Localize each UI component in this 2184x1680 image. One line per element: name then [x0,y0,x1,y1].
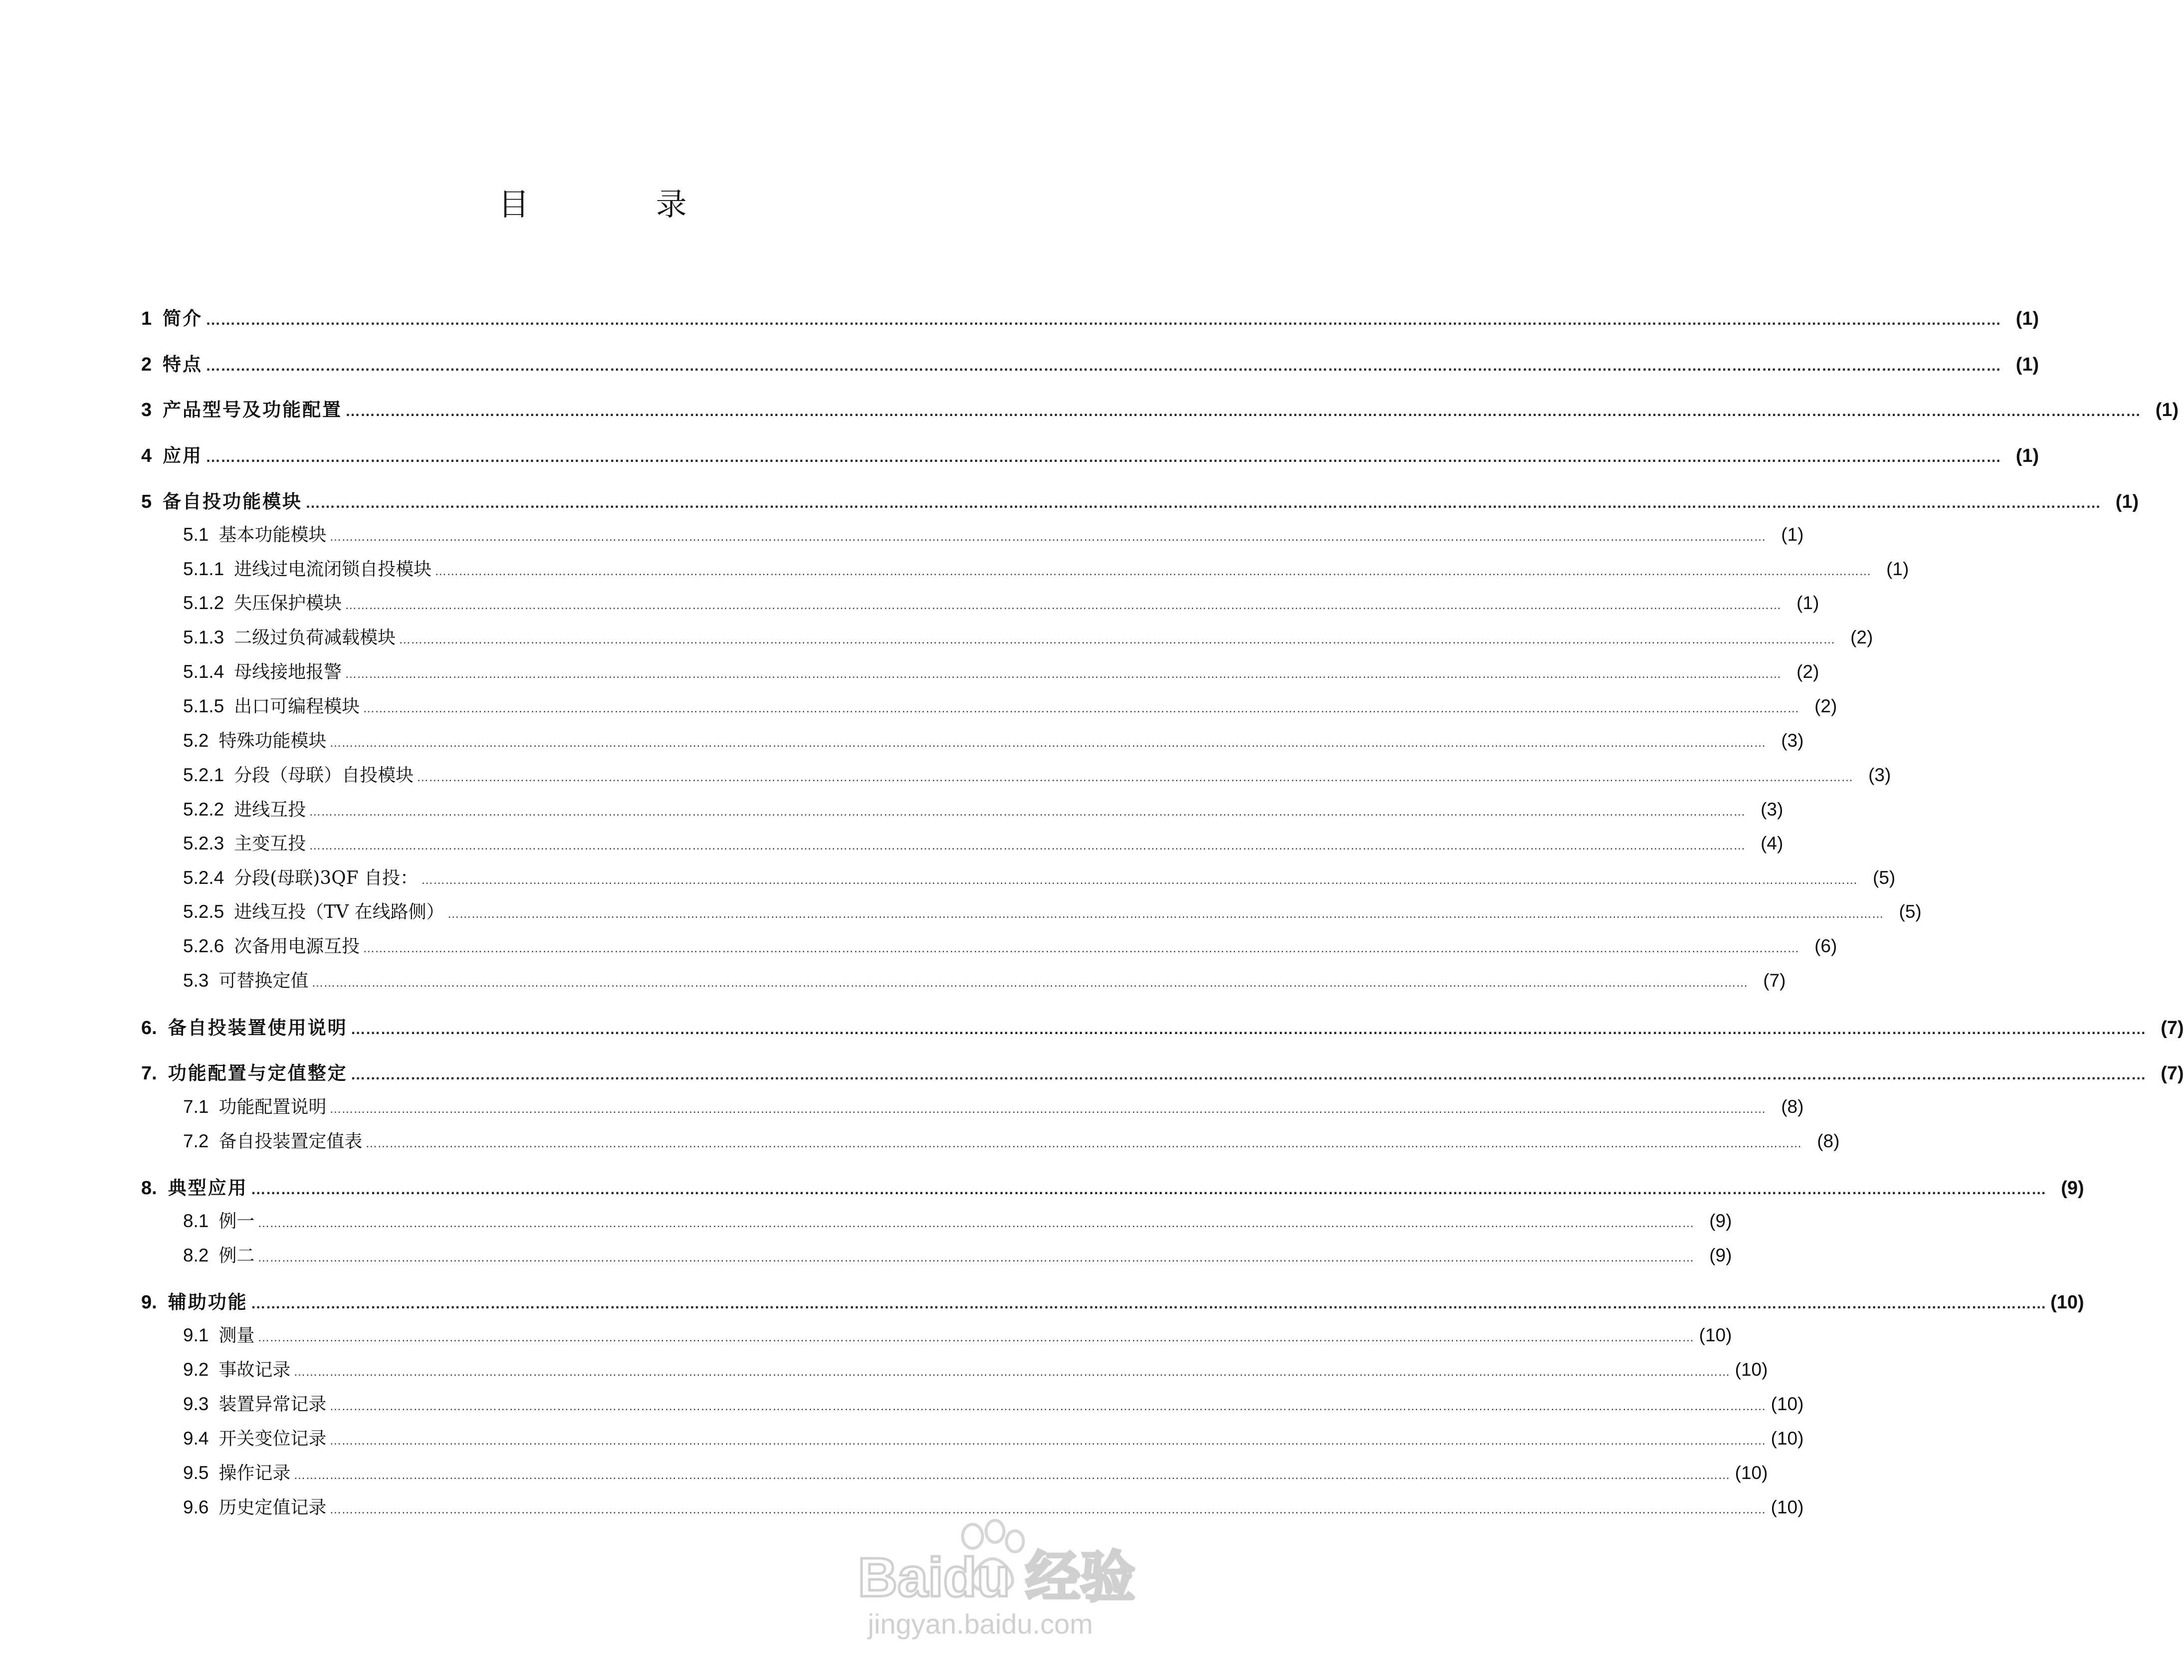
entry-number: 5.2.4 [183,867,224,888]
entry-title: 次备用电源互投 [234,936,360,957]
dot-leader: ……………………………………………………………………………………………………………………………………………………………………………………………………………………………………………………………………………………………………………………………… [205,449,2001,465]
entry-title: 备自投功能模块 [163,491,303,512]
entry-title: 特点 [163,354,203,375]
entry-page-number: (6) [1814,936,1837,956]
toc-chapter-entry[interactable] [141,1058,2184,1085]
entry-number: 5.2.2 [183,799,224,820]
entry-title: 出口可编程模块 [234,696,360,717]
entry-number: 9.6 [183,1497,209,1517]
dot-leader: ……………………………………………………………………………………………………………………………………………………………………………………………………………………………………………………………………………………………………………………………… [447,907,1884,921]
entry-title: 分段（母联）自投模块 [234,765,414,786]
entry-title: 进线互投（TV 在线路侧） [234,902,444,922]
entry-page-number: (10) [1699,1325,1732,1345]
entry-number: 5 [141,491,152,512]
entry-page-number: (4) [1761,833,1784,853]
entry-number: 5.1.4 [183,661,224,682]
entry-title: 应用 [163,445,203,466]
entry-number: 4 [141,445,152,466]
dot-leader: ……………………………………………………………………………………………………………………………………………………………………………………………………………………………………………………………………………………………………………………………… [421,873,1858,887]
baidu-paw-logo-icon [848,1516,1136,1641]
title-char-1: 目 [498,186,531,222]
toc-section-entry[interactable] [183,624,1873,649]
toc-section-entry[interactable] [183,555,1909,581]
toc-section-entry[interactable] [183,830,1784,855]
watermark-brand: Baidu 经验 [858,1547,1136,1608]
entry-title: 分段(母联)3QF 自投： [234,868,418,888]
entry-page-number: (8) [1817,1131,1840,1151]
entry-page-number: (2) [1796,661,1819,682]
entry-page-number: (9) [1709,1245,1732,1265]
entry-number: 5.2.6 [183,936,224,956]
entry-title: 特殊功能模块 [218,731,327,751]
toc-chapter-entry[interactable] [141,1173,2084,1200]
entry-page-number: (7) [1763,970,1786,991]
entry-page-number: (1) [2015,308,2039,329]
watermark-url: jingyan.baidu.com [868,1608,1093,1640]
entry-page-number: (1) [1796,593,1819,613]
entry-title: 测量 [218,1325,255,1346]
toc-section-entry[interactable] [183,761,1891,787]
entry-title: 母线接地报警 [234,662,342,682]
toc-section-entry[interactable] [183,1356,1768,1381]
entry-title: 进线互投 [234,800,306,820]
dot-leader: ……………………………………………………………………………………………………………………………………………………………………………………………………………………………………………………………………………………………………………………………… [434,565,1871,578]
entry-title: 典型应用 [168,1177,248,1199]
toc-section-entry[interactable] [183,864,1896,889]
baidu-jingyan-watermark [848,1516,1136,1641]
entry-page-number: (1) [2155,400,2179,420]
toc-section-entry[interactable] [183,932,1837,958]
dot-leader: ……………………………………………………………………………………………………………………………………………………………………………………………………………………………………………………………………………………………………………………………… [329,1434,1766,1448]
entry-page-number: (7) [2161,1063,2184,1084]
dot-leader: ……………………………………………………………………………………………………………………………………………………………………………………………………………………………………………………………………………………………………………………………… [309,839,1746,852]
entry-number: 8.2 [183,1245,209,1265]
entry-number: 5.1.1 [183,559,224,579]
entry-title: 开关变位记录 [218,1429,327,1449]
toc-section-entry[interactable] [183,1425,1804,1450]
toc-chapter-entry[interactable] [141,486,2139,513]
entry-number: 1 [141,308,152,329]
entry-number: 5.1 [183,524,209,545]
dot-leader: ……………………………………………………………………………………………………………………………………………………………………………………………………………………………………………………………………………………………………………………………… [309,805,1746,819]
entry-number: 7.1 [183,1096,209,1117]
dot-leader: ……………………………………………………………………………………………………………………………………………………………………………………………………………………………………………………………………………………………………………………………… [293,1365,1730,1379]
dot-leader: ……………………………………………………………………………………………………………………………………………………………………………………………………………………………………………………………………………………………………………………………… [329,1102,1766,1116]
entry-page-number: (2) [1814,696,1837,716]
entry-number: 5.2.5 [183,901,224,922]
toc-chapter-entry[interactable] [141,349,2039,376]
entry-page-number: (10) [1735,1463,1768,1483]
entry-title: 例二 [218,1246,255,1266]
entry-page-number: (5) [1873,867,1896,888]
toc-section-entry[interactable] [183,727,1804,752]
dot-leader: ……………………………………………………………………………………………………………………………………………………………………………………………………………………………………………………………………………………………………………………………… [329,1400,1766,1413]
entry-page-number: (8) [1781,1096,1804,1117]
entry-page-number: (10) [1771,1394,1804,1414]
entry-number: 8.1 [183,1211,209,1231]
entry-page-number: (10) [2050,1292,2084,1313]
entry-page-number: (1) [2015,354,2039,375]
toc-section-entry[interactable] [183,692,1837,718]
entry-number: 9.2 [183,1359,209,1380]
toc-section-entry[interactable] [183,1321,1732,1347]
dot-leader: ……………………………………………………………………………………………………………………………………………………………………………………………………………………………………………………………………………………………………………………………… [311,976,1748,990]
entry-title: 主变互投 [234,834,306,854]
toc-chapter-entry[interactable] [141,303,2039,330]
entry-number: 7.2 [183,1131,209,1151]
entry-page-number: (3) [1761,799,1784,820]
dot-leader: ……………………………………………………………………………………………………………………………………………………………………………………………………………………………………………………………………………………………………………………………… [350,1066,2146,1083]
entry-number: 5.1.3 [183,627,224,647]
toc-section-entry[interactable] [183,521,1804,546]
dot-leader: ……………………………………………………………………………………………………………………………………………………………………………………………………………………………………………………………………………………………………………………………… [345,667,1782,681]
toc-section-entry[interactable] [183,1093,1804,1118]
dot-leader: ……………………………………………………………………………………………………………………………………………………………………………………………………………………………………………………………………………………………………………………………… [345,403,2141,420]
entry-number: 6. [141,1018,157,1039]
entry-number: 2 [141,354,152,375]
toc-section-entry[interactable] [183,898,1922,923]
dot-leader: ……………………………………………………………………………………………………………………………………………………………………………………………………………………………………………………………………………………………………………………………… [363,942,1799,955]
entry-number: 5.2.1 [183,765,224,785]
toc-section-entry[interactable] [183,1207,1732,1233]
toc-section-entry[interactable] [183,1127,1840,1153]
toc-chapter-entry[interactable] [141,440,2039,467]
dot-leader: ……………………………………………………………………………………………………………………………………………………………………………………………………………………………………………………………………………………………………………………………… [293,1469,1730,1482]
entry-title: 简介 [163,308,203,329]
entry-number: 5.1.5 [183,696,224,716]
toc-section-entry[interactable] [183,589,1819,615]
entry-number: 7. [141,1063,157,1084]
entry-title: 失压保护模块 [234,593,342,614]
entry-number: 5.2 [183,730,209,751]
dot-leader: ……………………………………………………………………………………………………………………………………………………………………………………………………………………………………………………………………………………………………………………………… [363,702,1799,715]
entry-title: 备自投装置定值表 [218,1131,363,1152]
dot-leader: ……………………………………………………………………………………………………………………………………………………………………………………………………………………………………………………………………………………………………………………………… [416,771,1853,784]
toc-section-entry[interactable] [183,1493,1804,1519]
entry-page-number: (1) [2015,445,2039,466]
entry-title: 二级过负荷减载模块 [234,628,396,648]
dot-leader: ……………………………………………………………………………………………………………………………………………………………………………………………………………………………………………………………………………………………………………………………… [329,736,1766,750]
dot-leader: ……………………………………………………………………………………………………………………………………………………………………………………………………………………………………………………………………………………………………………………………… [250,1181,2046,1198]
toc-chapter-entry[interactable] [141,1013,2184,1040]
entry-number: 9.5 [183,1463,209,1483]
entry-title: 操作记录 [218,1463,291,1483]
entry-page-number: (10) [1771,1428,1804,1449]
dot-leader: ……………………………………………………………………………………………………………………………………………………………………………………………………………………………………………………………………………………………………………………………… [345,599,1782,612]
entry-page-number: (1) [1781,524,1804,545]
entry-page-number: (9) [2061,1178,2084,1199]
entry-title: 功能配置与定值整定 [168,1062,348,1084]
entry-number: 8. [141,1178,157,1199]
entry-number: 9. [141,1292,157,1313]
entry-page-number: (3) [1868,765,1891,785]
dot-leader: ……………………………………………………………………………………………………………………………………………………………………………………………………………………………………………………………………………………………………………………………… [365,1137,1802,1150]
dot-leader: ……………………………………………………………………………………………………………………………………………………………………………………………………………………………………………………………………………………………………………………………… [305,495,2101,511]
entry-number: 9.1 [183,1325,209,1345]
dot-leader: ……………………………………………………………………………………………………………………………………………………………………………………………………………………………………………………………………………………………………………………………… [257,1217,1694,1230]
entry-title: 备自投装置使用说明 [168,1017,348,1039]
entry-page-number: (10) [1771,1497,1804,1517]
dot-leader: ……………………………………………………………………………………………………………………………………………………………………………………………………………………………………………………………………………………………………………………………… [257,1251,1694,1264]
dot-leader: ……………………………………………………………………………………………………………………………………………………………………………………………………………………………………………………………………………………………………………………………… [205,358,2001,374]
entry-title: 进线过电流闭锁自投模块 [234,559,432,580]
dot-leader: ……………………………………………………………………………………………………………………………………………………………………………………………………………………………………………………………………………………………………………………………… [250,1295,2046,1312]
toc-section-entry[interactable] [183,1390,1804,1416]
entry-title: 装置异常记录 [218,1394,327,1415]
entry-page-number: (9) [1709,1211,1732,1231]
entry-title: 功能配置说明 [218,1097,327,1117]
toc-section-entry[interactable] [183,1242,1732,1267]
entry-title: 产品型号及功能配置 [163,399,343,420]
dot-leader: ……………………………………………………………………………………………………………………………………………………………………………………………………………………………………………………………………………………………………………………………… [329,1503,1766,1516]
entry-page-number: (1) [1886,559,1909,579]
entry-page-number: (2) [1850,627,1873,647]
toc-section-entry[interactable] [183,1459,1768,1484]
dot-leader: ……………………………………………………………………………………………………………………………………………………………………………………………………………………………………………………………………………………………………………………………… [329,530,1766,544]
toc-chapter-entry[interactable] [141,1287,2084,1314]
entry-number: 5.3 [183,970,209,991]
entry-number: 9.3 [183,1394,209,1414]
entry-number: 5.2.3 [183,833,224,853]
title-char-2: 录 [656,186,689,222]
entry-title: 辅助功能 [168,1291,248,1313]
entry-title: 可替换定值 [218,971,309,991]
entry-page-number: (7) [2161,1018,2184,1039]
entry-number: 9.4 [183,1428,209,1449]
toc-section-entry[interactable] [183,658,1819,683]
entry-title: 事故记录 [218,1360,291,1380]
toc-section-entry[interactable] [183,796,1784,821]
dot-leader: ……………………………………………………………………………………………………………………………………………………………………………………………………………………………………………………………………………………………………………………………… [257,1331,1694,1344]
entry-title: 例一 [218,1211,255,1232]
toc-section-entry[interactable] [183,967,1786,992]
dot-leader: ……………………………………………………………………………………………………………………………………………………………………………………………………………………………………………………………………………………………………………………………… [398,633,1835,646]
entry-number: 5.1.2 [183,593,224,613]
dot-leader: ……………………………………………………………………………………………………………………………………………………………………………………………………………………………………………………………………………………………………………………………… [350,1021,2146,1038]
entry-number: 3 [141,400,152,420]
toc-chapter-entry[interactable] [141,395,2179,421]
entry-title: 历史定值记录 [218,1497,327,1518]
entry-page-number: (5) [1899,901,1922,922]
entry-title: 基本功能模块 [218,525,327,545]
dot-leader: ……………………………………………………………………………………………………………………………………………………………………………………………………………………………………………………………………………………………………………………………… [205,312,2001,328]
entry-page-number: (3) [1781,730,1804,751]
entry-page-number: (1) [2115,491,2139,512]
entry-page-number: (10) [1735,1359,1768,1380]
